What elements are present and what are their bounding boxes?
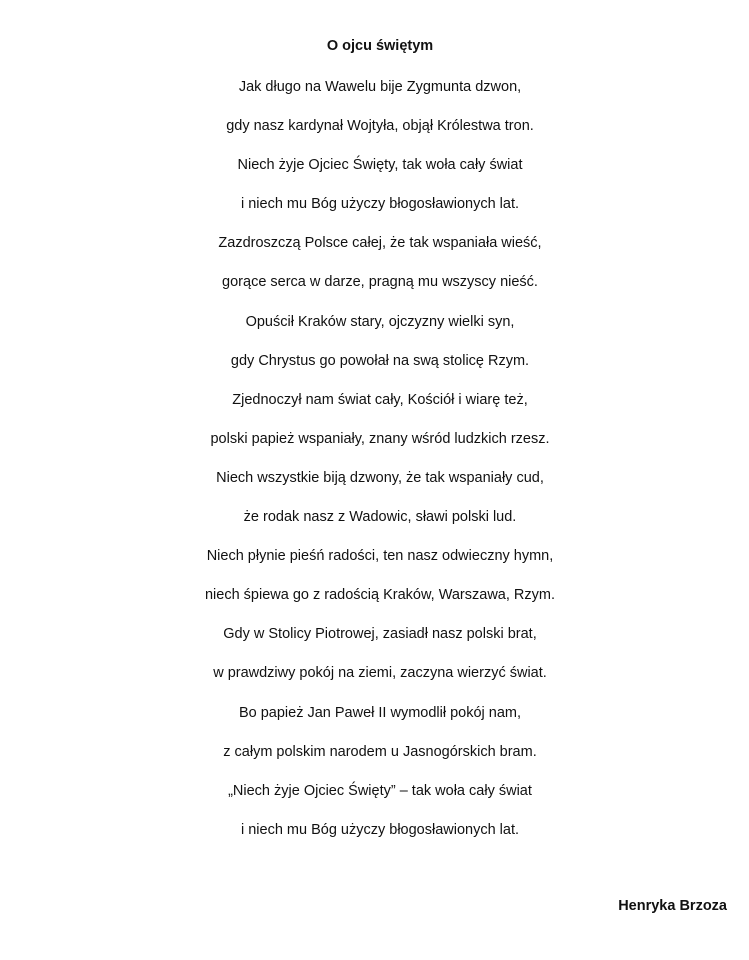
poem-line: i niech mu Bóg użyczy błogosławionych lat. (240, 821, 520, 838)
poem-line: Niech żyje Ojciec Święty, tak woła cały świat (237, 157, 523, 174)
poem-line: Opuścił Kraków stary, ojczyzny wielki syn, (245, 313, 515, 330)
poem-line: gorące serca w darze, pragną mu wszyscy nieść. (222, 274, 538, 291)
poem-line: Gdy w Stolicy Piotrowej, zasiadł nasz polski brat, (223, 626, 537, 643)
poem-line: Zazdroszczą Polsce całej, że tak wspaniała wieść, (218, 235, 542, 252)
author-signature: Henryka Brzoza (618, 898, 727, 914)
poem-line: gdy nasz kardynał Wojtyła, objął Królestwa tron. (226, 118, 534, 135)
poem-line: Bo papież Jan Paweł II wymodlił pokój nam, (238, 704, 522, 721)
poem-line: Niech wszystkie biją dzwony, że tak wspaniały cud, (216, 469, 544, 486)
poem-title: O ojcu świętym (326, 38, 434, 54)
poem-line: „Niech żyje Ojciec Święty” – tak woła cały świat (228, 782, 532, 799)
poem-line: Niech płynie pieśń radości, ten nasz odwieczny hymn, (206, 548, 554, 565)
poem-line: Zjednoczył nam świat cały, Kościół i wiarę też, (232, 391, 528, 408)
poem-body (0, 77, 749, 859)
poem-line: z całym polskim narodem u Jasnogórskich bram. (223, 743, 537, 760)
poem-line: Jak długo na Wawelu bije Zygmunta dzwon, (238, 79, 522, 95)
poem-line: i niech mu Bóg użyczy błogosławionych lat. (240, 196, 520, 213)
poem-line: niech śpiewa go z radością Kraków, Warszawa, Rzym. (204, 587, 555, 604)
poem-line: że rodak nasz z Wadowic, sławi polski lud. (243, 509, 517, 526)
poem-line: polski papież wspaniały, znany wśród ludzkich rzesz. (210, 430, 550, 447)
poem-line: w prawdziwy pokój na ziemi, zaczyna wierzyć świat. (213, 665, 547, 682)
poem-line: gdy Chrystus go powołał na swą stolicę Rzym. (230, 352, 530, 369)
